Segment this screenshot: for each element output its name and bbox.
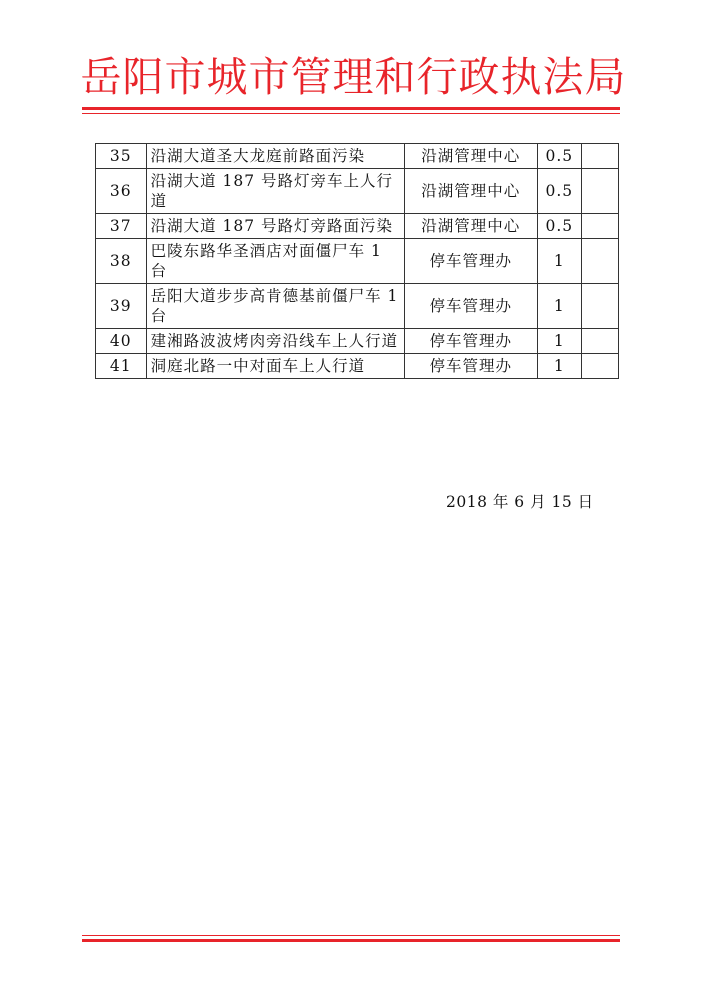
row-score: 1 (538, 239, 581, 284)
row-number: 40 (96, 329, 147, 354)
header-rule-thin (82, 113, 620, 114)
row-description: 沿湖大道圣大龙庭前路面污染 (146, 144, 404, 169)
table-row (96, 284, 619, 329)
row-remark (581, 354, 618, 379)
table-row (96, 239, 619, 284)
row-description: 沿湖大道 187 号路灯旁路面污染 (146, 214, 404, 239)
row-score: 1 (538, 354, 581, 379)
row-department: 停车管理办 (404, 284, 538, 329)
row-remark (581, 239, 618, 284)
row-number: 35 (96, 144, 147, 169)
row-description: 岳阳大道步步高肯德基前僵尸车 1 台 (146, 284, 404, 329)
row-remark (581, 169, 618, 214)
row-score: 0.5 (538, 144, 581, 169)
row-number: 37 (96, 214, 147, 239)
row-description: 建湘路波波烤肉旁沿线车上人行道 (146, 329, 404, 354)
row-remark (581, 284, 618, 329)
row-score: 1 (538, 329, 581, 354)
row-description: 沿湖大道 187 号路灯旁车上人行道 (146, 169, 404, 214)
letterhead-title: 岳阳市城市管理和行政执法局 (80, 53, 627, 101)
row-number: 38 (96, 239, 147, 284)
footer-rule-thin (82, 935, 620, 936)
row-remark (581, 329, 618, 354)
row-score: 0.5 (538, 169, 581, 214)
table-row (96, 144, 619, 169)
table-row (96, 169, 619, 214)
row-remark (581, 144, 618, 169)
row-department: 沿湖管理中心 (404, 144, 538, 169)
table-row (96, 329, 619, 354)
row-description: 洞庭北路一中对面车上人行道 (146, 354, 404, 379)
row-number: 39 (96, 284, 147, 329)
row-department: 停车管理办 (404, 239, 538, 284)
row-department: 停车管理办 (404, 329, 538, 354)
table-row (96, 354, 619, 379)
row-number: 41 (96, 354, 147, 379)
table-row (96, 214, 619, 239)
row-score: 0.5 (538, 214, 581, 239)
row-number: 36 (96, 169, 147, 214)
row-description: 巴陵东路华圣酒店对面僵尸车 1 台 (146, 239, 404, 284)
row-remark (581, 214, 618, 239)
violation-table (95, 143, 619, 379)
document-date: 2018 年 6 月 15 日 (446, 493, 594, 511)
row-score: 1 (538, 284, 581, 329)
row-department: 沿湖管理中心 (404, 214, 538, 239)
row-department: 停车管理办 (404, 354, 538, 379)
violation-table-wrapper (95, 143, 619, 379)
footer-rule-thick (82, 939, 620, 942)
row-department: 沿湖管理中心 (404, 169, 538, 214)
header-rule-thick (82, 107, 620, 110)
